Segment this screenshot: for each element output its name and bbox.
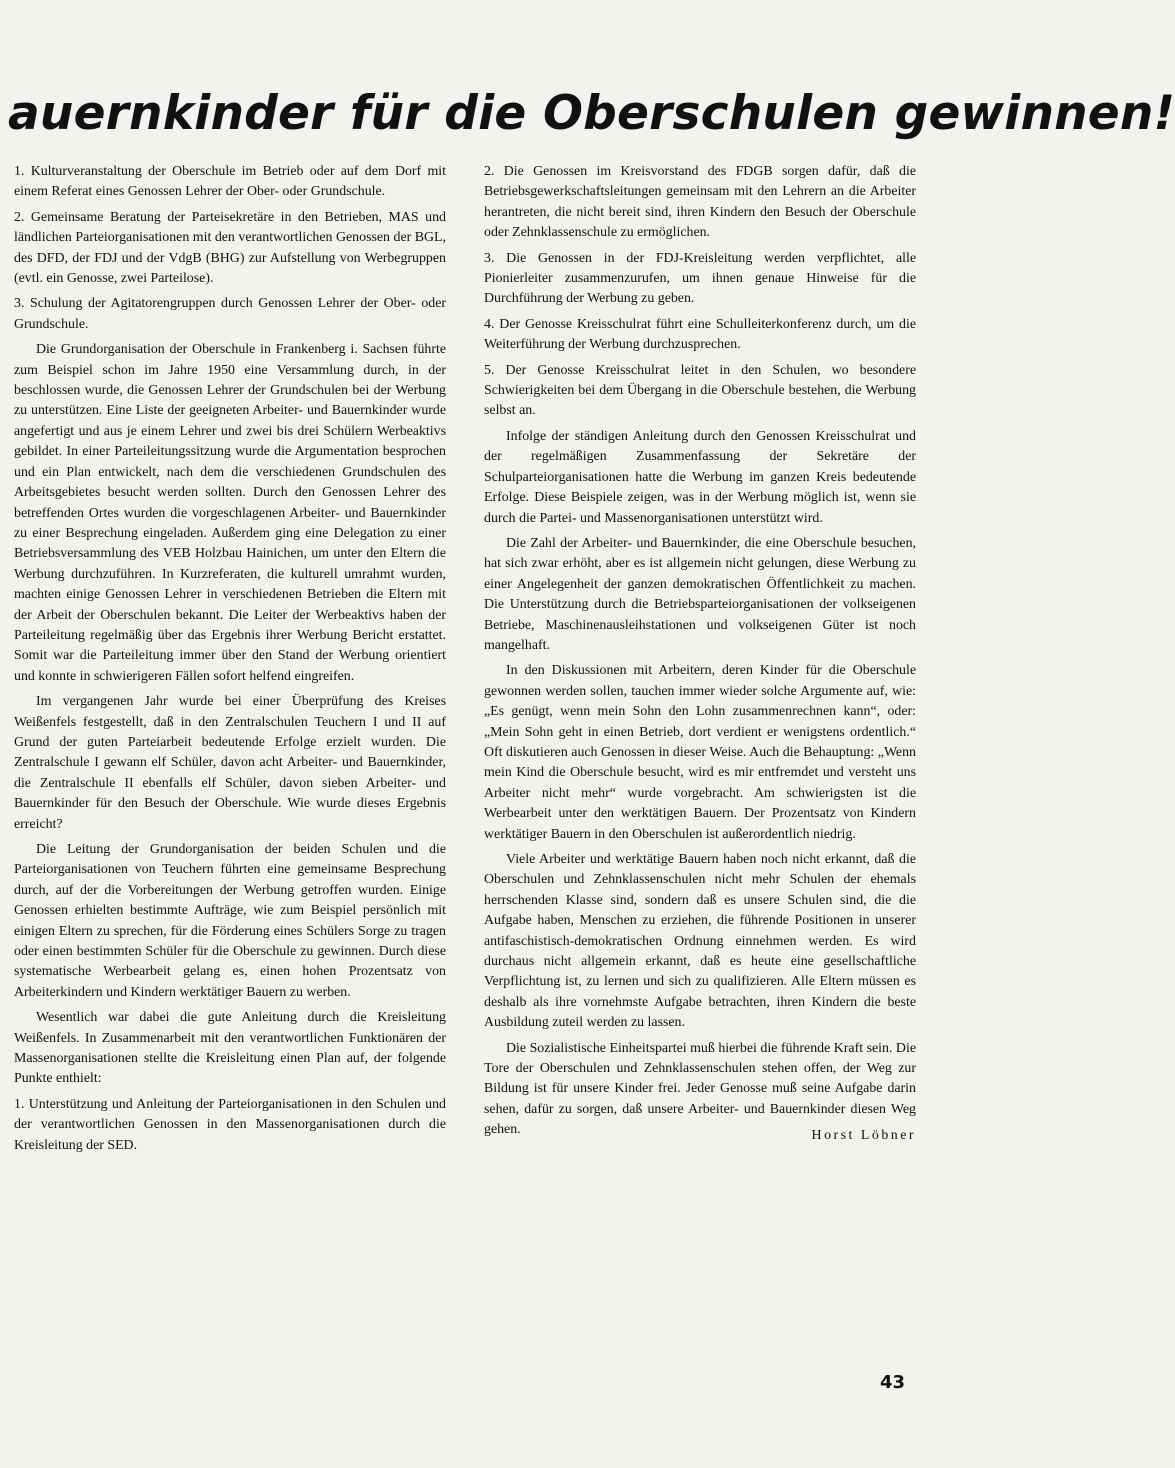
paragraph: Die Zahl der Arbeiter- und Bauernkinder, die eine Oberschule besuchen, hat sich zwar erhöht, aber es ist allgemein nicht gelungen, diese Werbung zu einer Angelegenheit der ganzen demokratischen Öffentlichkeit zu machen. Die Unterstützung durch die Betriebsparteiorganisationen der volkseigenen Betriebe, Maschinenausleihstationen und volkseigenen Güter ist noch mangelhaft. (484, 535, 916, 653)
author-signature: Horst Löbner (811, 1127, 916, 1143)
paragraph: 5. Der Genosse Kreisschulrat leitet in den Schulen, wo besondere Schwierigkeiten bei dem Übergang in die Oberschule bestehen, die Werbung selbst an. (484, 362, 916, 419)
paragraph: Viele Arbeiter und werktätige Bauern haben noch nicht erkannt, daß die Oberschulen und Zehnklassenschulen nicht mehr Schulen der ehemals herrschenden Klasse sind, sondern daß es unsere Schulen sind, die die Aufgabe haben, Menschen zu erziehen, die führende Positionen in unserer antifaschistisch-demokratischen Ordnung einnehmen werden. Es wird durchaus nicht allgemein erkannt, daß es heute eine gesellschaftliche Verpflichtung ist, zu lernen und sich zu qualifizieren. Alle Eltern müssen es deshalb als ihre vornehmste Aufgabe betrachten, ihren Kindern die beste Ausbildung zuteil werden zu lassen. (484, 852, 916, 1031)
paragraph: Infolge der ständigen Anleitung durch den Genossen Kreisschulrat und der regelmäßigen Zusammenfassung der Sekretäre der Schulparteiorganisationen hatte die Werbung im ganzen Kreis bedeutende Erfolge. Diese Beispiele zeigen, was in der Werbung möglich ist, wenn sie durch die Partei- und Massenorganisationen unterstützt wird. (484, 428, 916, 526)
paragraph: Im vergangenen Jahr wurde bei einer Überprüfung des Kreises Weißenfels festgestellt, daß in den Zentralschulen Teuchern I und II auf Grund der guten Parteiarbeit bedeutende Erfolge erzielt wurden. Die Zentralschule I gewann elf Schüler, davon acht Arbeiter- und Bauernkinder, die Zentralschule II ebenfalls elf Schüler, davon sieben Arbeiter- und Bauernkinder für den Besuch der Oberschule. Wie wurde dieses Ergebnis erreicht? (14, 694, 446, 832)
right-column (484, 162, 916, 1146)
paragraph: In den Diskussionen mit Arbeitern, deren Kinder für die Oberschule gewonnen werden sollen, tauchen immer wieder solche Argumente auf, wie: „Es genügt, wenn mein Sohn den Lohn zusammenrechnen kann“, oder: „Mein Sohn geht in einen Betrieb, dort verdient er wenigstens ordentlich.“ Oft diskutieren auch Genossen in dieser Weise. Auch die Behauptung: „Wenn mein Kind die Oberschule besucht, wird es mir entfremdet und versteht uns Arbeiter nicht mehr“ wurde vorgebracht. Am schwierigsten ist die Werbearbeit unter den werktätigen Bauern. Der Prozentsatz von Kindern werktätiger Bauern in den Oberschulen ist außerordentlich niedrig. (484, 663, 916, 842)
paragraph: 2. Die Genossen im Kreisvorstand des FDGB sorgen dafür, daß die Betriebsgewerkschaftsleitungen gemeinsam mit den Lehrern an die Arbeiter herantreten, die nicht bereit sind, ihren Kindern den Besuch der Oberschule oder Zehnklassenschule zu ermöglichen. (484, 164, 916, 241)
paragraph: Die Leitung der Grundorganisation der beiden Schulen und die Parteiorganisationen von Teuchern führten eine gemeinsame Besprechung durch, auf der die Vorbereitungen der Werbung getroffen wurden. Einige Genossen erhielten bestimmte Aufträge, wie zum Beispiel persönlich mit einigen Eltern zu sprechen, für die Förderung eines Schülers Sorge zu tragen oder einen bestimmten Schüler für die Oberschule zu gewinnen. Durch diese systematische Werbearbeit gelang es, einen hohen Prozentsatz von Arbeiterkindern und Kindern werktätiger Bauern zu werben. (14, 842, 446, 1000)
paragraph: 3. Schulung der Agitatorengruppen durch Genossen Lehrer der Ober- oder Grundschule. (14, 296, 446, 332)
paragraph: 1. Kulturveranstaltung der Oberschule im Betrieb oder auf dem Dorf mit einem Referat eines Genossen Lehrer der Ober- oder Grundschule. (14, 164, 446, 200)
headline: auernkinder für die Oberschulen gewinnen! (8, 86, 1175, 141)
paragraph: Wesentlich war dabei die gute Anleitung durch die Kreisleitung Weißenfels. In Zusammenarbeit mit den verantwortlichen Funktionären der Massenorganisationen stellte die Kreisleitung einen Plan auf, der folgende Punkte enthielt: (14, 1010, 446, 1087)
left-column (14, 162, 446, 1161)
paragraph: 2. Gemeinsame Beratung der Parteisekretäre in den Betrieben, MAS und ländlichen Parteiorganisationen mit den verantwortlichen Genossen der BGL, des DFD, der FDJ und der VdgB (BHG) zur Aufstellung von Werbegruppen (evtl. ein Genosse, zwei Parteilose). (14, 209, 446, 287)
page-number: 43 (880, 1372, 906, 1393)
paragraph: Die Grundorganisation der Oberschule in Frankenberg i. Sachsen führte zum Beispiel schon im Jahre 1950 eine Versammlung durch, in der beschlossen wurde, die Genossen Lehrer der Grundschulen bei der Werbung zu unterstützen. Eine Liste der geeigneten Arbeiter- und Bauernkinder wurde angefertigt und aus je einem Lehrer und zwei bis drei Schülern Werbeaktivs gebildet. In einer Parteileitungssitzung wurde die Argumentation besprochen und ein Plan entwickelt, nach dem die verschiedenen Grundschulen des Arbeitsgebietes besucht werden sollten. Durch den Genossen Lehrer des betreffenden Ortes wurden die vorgeschlagenen Arbeiter- und Bauernkinder zu einer Besprechung eingeladen. Außerdem ging eine Delegation zu einer Betriebsversammlung des VEB Holzbau Hainichen, um unter den Eltern die Werbung durchzuführen. In Kurzreferaten, die kulturell umrahmt wurden, machten einige Genossen Lehrer in verschiedenen Betrieben die Eltern mit der Arbeit der Oberschulen bekannt. Die Leiter der Werbeaktivs haben der Parteileitung regelmäßig über das Ergebnis ihrer Werbung Bericht erstattet. Somit war die Parteileitung immer über den Stand der Werbung orientiert und konnte in schwierigeren Fällen sofort helfend eingreifen. (14, 342, 446, 684)
paragraph: Die Sozialistische Einheitspartei muß hierbei die führende Kraft sein. Die Tore der Oberschulen und Zehnklassenschulen stehen offen, der Weg zur Bildung ist für unsere Kinder frei. Jeder Genosse muß seine Aufgabe darin sehen, dafür zu sorgen, daß unsere Arbeiter- und Bauernkinder diesen Weg gehen. (484, 1040, 916, 1138)
paragraph: 4. Der Genosse Kreisschulrat führt eine Schulleiterkonferenz durch, um die Weiterführung der Werbung durchzusprechen. (484, 316, 916, 353)
paragraph: 1. Unterstützung und Anleitung der Parteiorganisationen in den Schulen und der verantwortlichen Genossen in den Massenorganisationen durch die Kreisleitung der SED. (14, 1096, 446, 1153)
paragraph: 3. Die Genossen in der FDJ-Kreisleitung werden verpflichtet, alle Pionierleiter zusammenzurufen, um ihnen genaue Hinweise für die Durchführung der Werbung zu geben. (484, 250, 916, 307)
